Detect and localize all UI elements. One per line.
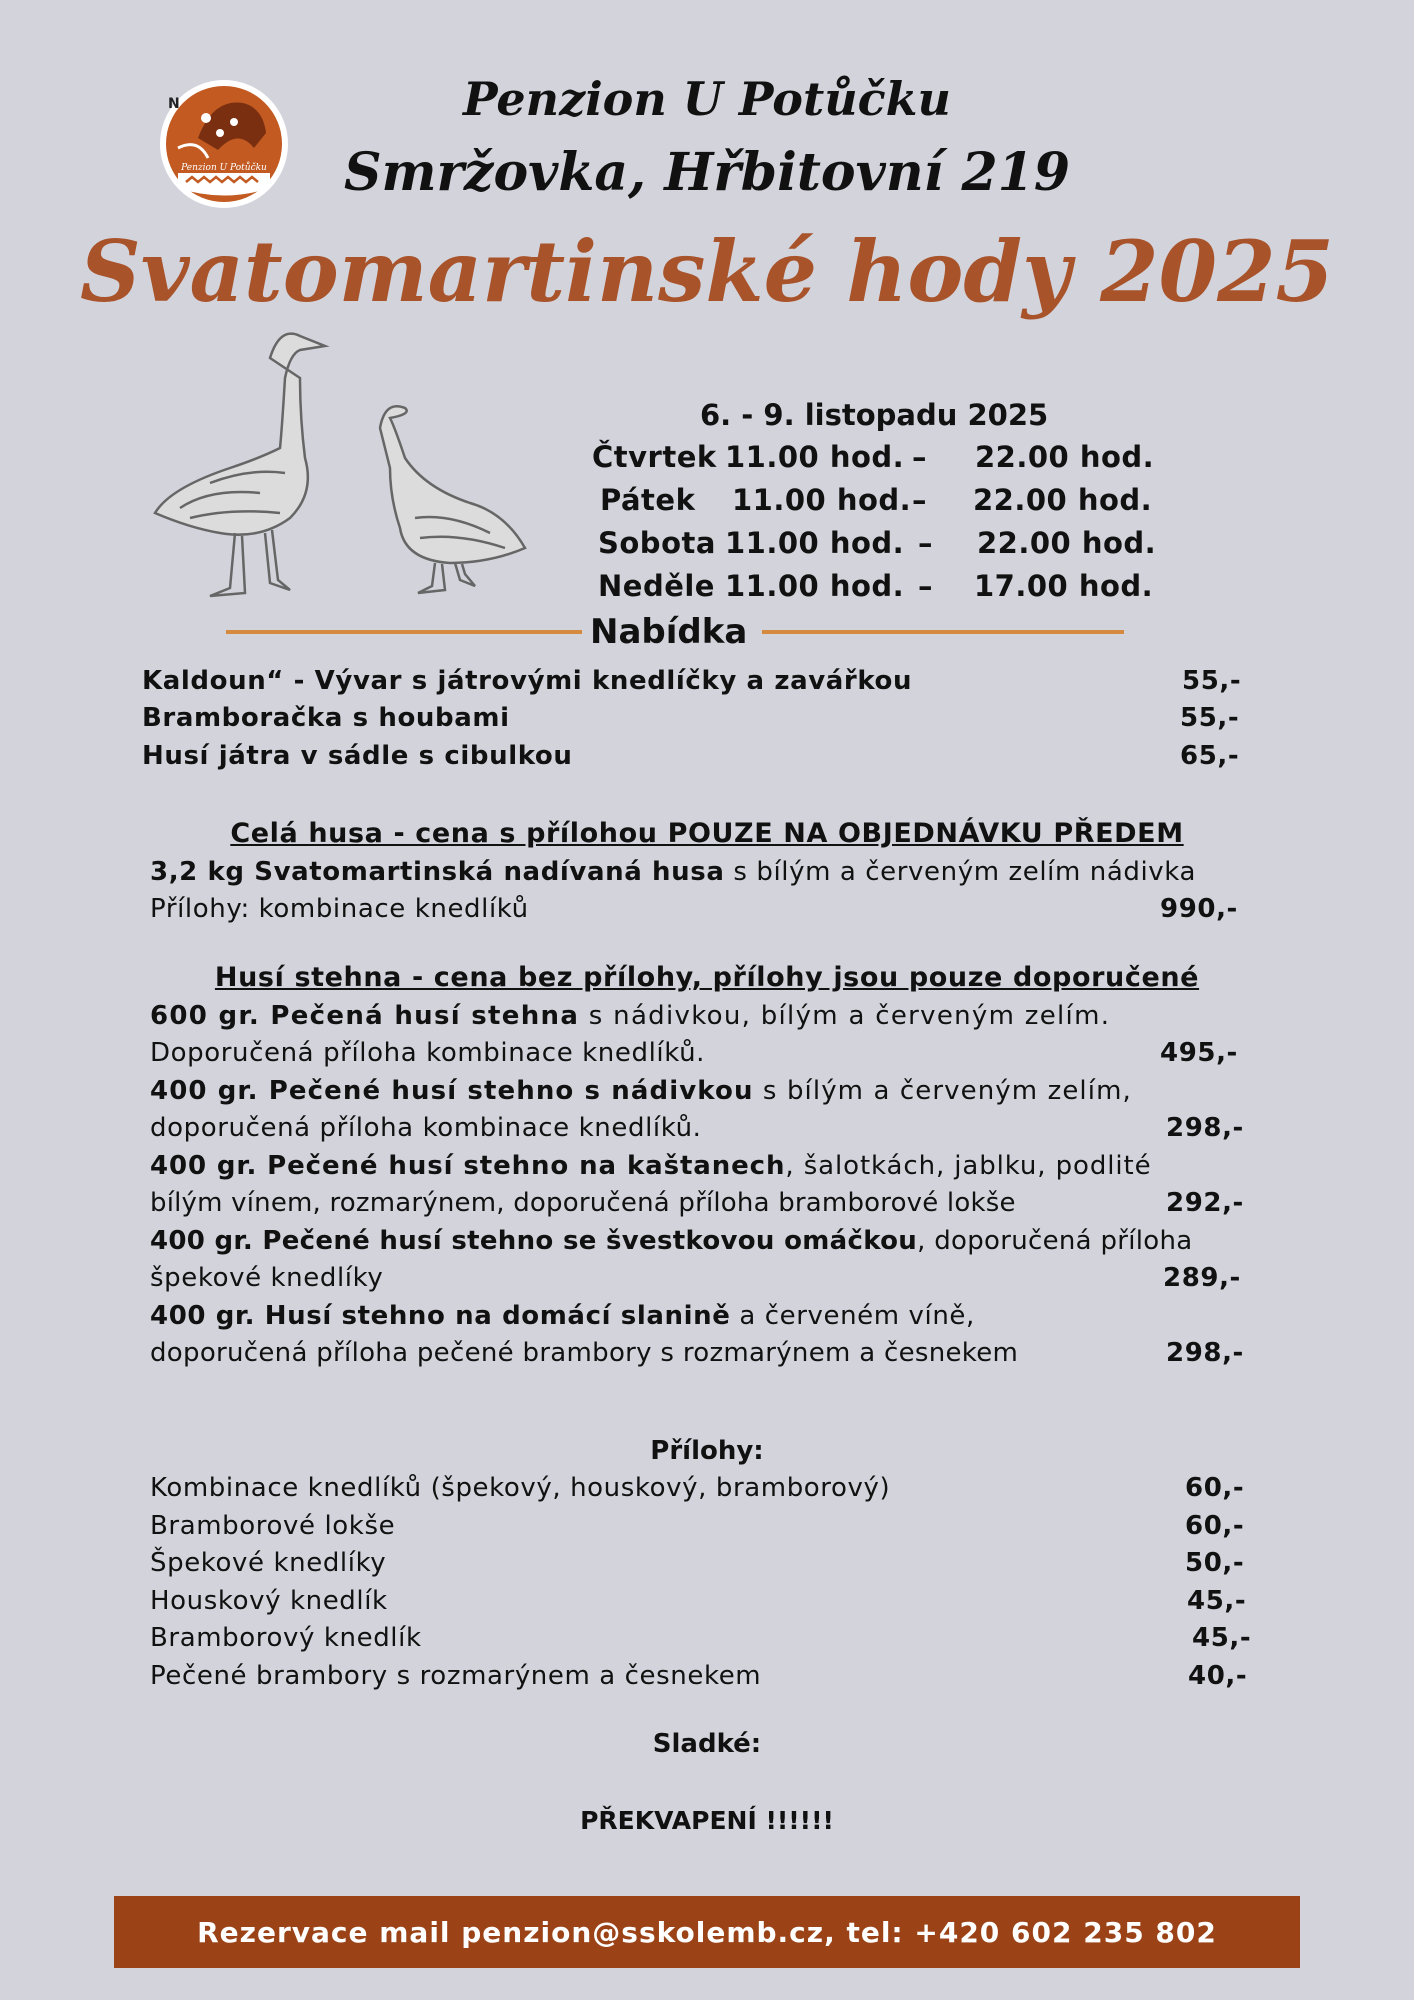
leg-item-line2: Doporučená příloha kombinace knedlíků.: [150, 1038, 706, 1068]
leg-item-name: 400 gr. Pečené husí stehno s nádivkou: [150, 1076, 754, 1106]
schedule-dash: –: [912, 440, 927, 474]
penzion-address: Smržovka, Hřbitovní 219: [343, 142, 1071, 203]
event-title: Svatomartinské hody 2025: [80, 222, 1334, 321]
starter-item: Bramboračka s houbami: [142, 703, 510, 733]
leg-item-price: 495,-: [1160, 1038, 1238, 1068]
side-item: Kombinace knedlíků (špekový, houskový, bramborový): [150, 1473, 891, 1503]
leg-item-line1: [150, 1301, 975, 1331]
sweet-title: Sladké:: [652, 1729, 762, 1759]
svg-text:N: N: [168, 96, 180, 112]
whole-goose-desc: s bílým a červeným zelím nádivka: [724, 857, 1197, 887]
schedule-day-friday: Pátek: [600, 483, 696, 517]
sweet-text: PŘEKVAPENÍ !!!!!!: [580, 1806, 834, 1835]
schedule-day-thursday: Čtvrtek: [592, 440, 717, 474]
schedule-from-thursday: 11.00 hod.: [725, 440, 905, 474]
schedule-dash: –: [918, 569, 933, 603]
side-price: 60,-: [1185, 1473, 1245, 1503]
side-item: Bramborový knedlík: [150, 1623, 422, 1653]
leg-item-line2: doporučená příloha kombinace knedlíků.: [150, 1113, 702, 1143]
divider-left: [226, 630, 582, 634]
starter-price: 55,-: [1182, 666, 1242, 696]
leg-item-line1: [150, 1001, 1110, 1031]
leg-item-line1: [150, 1076, 1132, 1106]
schedule-to-thursday: 22.00 hod.: [975, 440, 1155, 474]
leg-item-line2: doporučená příloha pečené brambory s rozmarýnem a česnekem: [150, 1338, 1019, 1368]
schedule-from-sunday: 11.00 hod.: [725, 569, 905, 603]
whole-goose-name: 3,2 kg Svatomartinská nadívaná husa: [150, 857, 725, 887]
event-dates: 6. - 9. listopadu 2025: [700, 398, 1049, 432]
side-item: Bramborové lokše: [150, 1511, 396, 1541]
leg-item-desc: , šalotkách, jablku, podlité: [785, 1151, 1152, 1181]
starter-price: 65,-: [1180, 741, 1240, 771]
leg-item-desc: s bílým a červeným zelím,: [753, 1076, 1132, 1106]
leg-item-line1: [150, 1151, 1151, 1181]
leg-item-line2: bílým vínem, rozmarýnem, doporučená příloha bramborové lokše: [150, 1188, 1016, 1218]
side-price: 60,-: [1185, 1511, 1245, 1541]
leg-item-line1: [150, 1226, 1193, 1256]
penzion-name: Penzion U Potůčku: [463, 72, 951, 126]
side-price: 45,-: [1187, 1586, 1247, 1616]
geese-illustration: [150, 318, 570, 618]
leg-item-price: 292,-: [1166, 1188, 1244, 1218]
side-price: 45,-: [1192, 1623, 1252, 1653]
leg-item-line2: špekové knedlíky: [150, 1263, 384, 1293]
leg-item-name: 600 gr. Pečená husí stehna: [150, 1001, 580, 1031]
schedule-dash: –: [912, 483, 927, 517]
logo-text: Penzion U Potůčku: [181, 163, 267, 173]
sides-title: Přílohy:: [650, 1436, 764, 1466]
schedule-from-friday: 11.00 hod.: [732, 483, 912, 517]
leg-item-desc: , doporučená příloha: [917, 1226, 1193, 1256]
schedule-to-saturday: 22.00 hod.: [977, 526, 1157, 560]
starter-price: 55,-: [1180, 703, 1240, 733]
schedule-to-friday: 22.00 hod.: [973, 483, 1153, 517]
whole-goose-line1: [150, 857, 1196, 887]
divider-right: [762, 630, 1124, 634]
leg-item-name: 400 gr. Husí stehno na domácí slanině: [150, 1301, 731, 1331]
leg-item-price: 298,-: [1166, 1338, 1244, 1368]
leg-item-price: 289,-: [1163, 1263, 1241, 1293]
schedule-day-sunday: Neděle: [598, 569, 715, 603]
side-item: Houskový knedlík: [150, 1586, 388, 1616]
starter-item: Kaldoun“ - Vývar s játrovými knedlíčky a zavářkou: [142, 666, 913, 696]
side-price: 50,-: [1185, 1548, 1245, 1578]
schedule-day-saturday: Sobota: [598, 526, 716, 560]
schedule-from-saturday: 11.00 hod.: [725, 526, 905, 560]
leg-item-name: 400 gr. Pečené husí stehno na kaštanech: [150, 1151, 786, 1181]
schedule-to-sunday: 17.00 hod.: [974, 569, 1154, 603]
schedule-dash: –: [918, 526, 933, 560]
whole-goose-price: 990,-: [1160, 894, 1238, 924]
side-price: 40,-: [1188, 1661, 1248, 1691]
starter-item: Husí játra v sádle s cibulkou: [142, 741, 573, 771]
leg-item-desc: s nádivkou, bílým a červeným zelím.: [579, 1001, 1111, 1031]
reservation-contact: Rezervace mail penzion@sskolemb.cz, tel: +420 602 235 802: [197, 1916, 1217, 1949]
leg-item-price: 298,-: [1166, 1113, 1244, 1143]
menu-title: Nabídka: [590, 612, 748, 652]
whole-goose-title: Celá husa - cena s přílohou POUZE NA OBJEDNÁVKU PŘEDEM: [230, 818, 1184, 849]
side-item: Špekové knedlíky: [150, 1548, 387, 1578]
leg-item-desc: a červeném víně,: [730, 1301, 975, 1331]
side-item: Pečené brambory s rozmarýnem a česnekem: [150, 1661, 762, 1691]
leg-item-name: 400 gr. Pečené husí stehno se švestkovou omáčkou: [150, 1226, 918, 1256]
whole-goose-line2: Přílohy: kombinace knedlíků: [150, 894, 529, 924]
goose-legs-title: Husí stehna - cena bez přílohy, přílohy jsou pouze doporučené: [214, 962, 1200, 993]
